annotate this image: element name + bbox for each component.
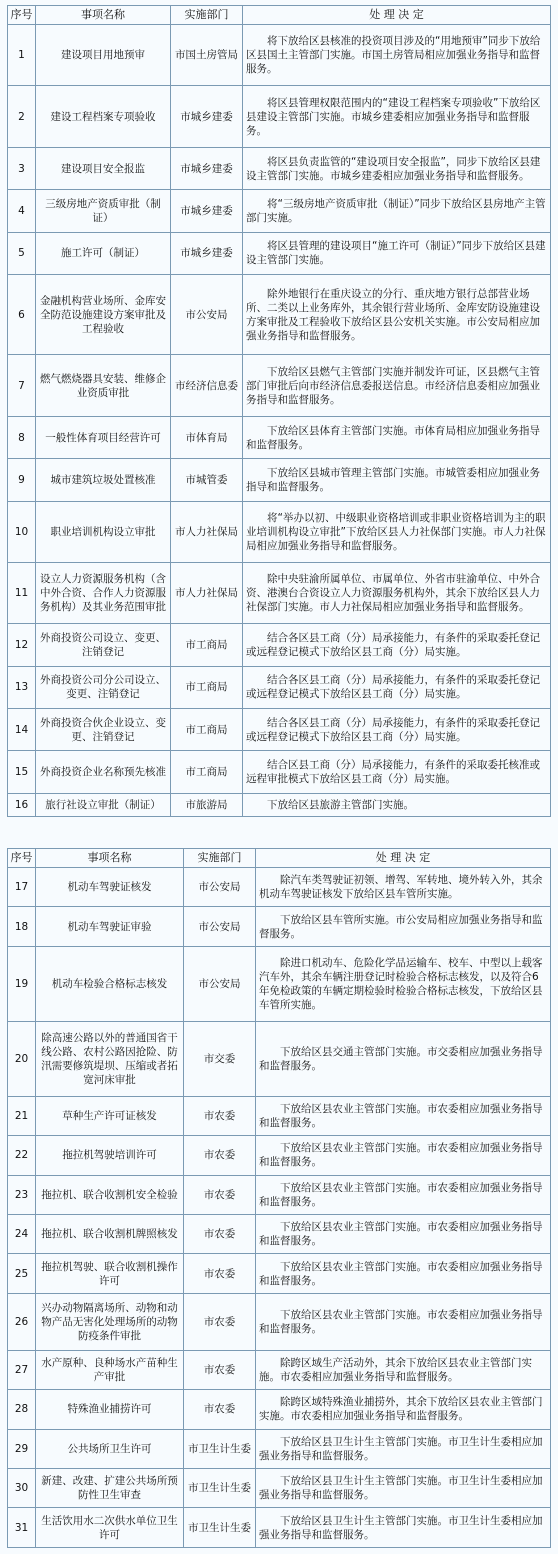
row-decision: 下放给区县农业主管部门实施。市农委相应加强业务指导和监督服务。 <box>256 1214 551 1253</box>
table-row <box>8 1175 551 1214</box>
row-serial: 7 <box>8 355 36 416</box>
row-decision: 下放给区县卫生计生主管部门实施。市卫生计生委相应加强业务指导和监督服务。 <box>256 1508 551 1548</box>
row-department: 市国土房管局 <box>171 25 243 86</box>
row-item-name: 拖拉机驾驶培训许可 <box>36 1136 184 1175</box>
row-serial: 15 <box>8 751 36 793</box>
row-decision: 下放给区县农业主管部门实施。市农委相应加强业务指导和监督服务。 <box>256 1254 551 1293</box>
header-decision: 处 理 决 定 <box>243 6 551 25</box>
table-row <box>8 274 551 355</box>
row-item-name: 机动车驾驶证审验 <box>36 907 184 946</box>
row-decision: 下放给区县农业主管部门实施。市农委相应加强业务指导和监督服务。 <box>256 1293 551 1350</box>
row-department: 市公安局 <box>184 946 256 1021</box>
row-decision: 结合各区县工商（分）局承接能力，有条件的采取委托登记或远程登记模式下放给区县工商（分）局实施。 <box>243 624 551 666</box>
row-department: 市城乡建委 <box>171 86 243 147</box>
table-row <box>8 1429 551 1468</box>
table-row <box>8 86 551 147</box>
row-serial: 18 <box>8 907 36 946</box>
row-department: 市公安局 <box>171 274 243 355</box>
row-decision: 下放给区县农业主管部门实施。市农委相应加强业务指导和监督服务。 <box>256 1136 551 1175</box>
row-decision: 下放给区县交通主管部门实施。市交委相应加强业务指导和监督服务。 <box>256 1021 551 1096</box>
row-decision: 结合各区县工商（分）局承接能力，有条件的采取委托登记或远程登记模式下放给区县工商（分）局实施。 <box>243 666 551 708</box>
row-decision: 将下放给区县核准的投资项目涉及的“用地预审”同步下放给区县国土主管部门实施。市国土房管局相应加强业务指导和监督服务。 <box>243 25 551 86</box>
row-serial: 28 <box>8 1390 36 1429</box>
row-item-name: 外商投资公司设立、变更、注销登记 <box>36 624 171 666</box>
row-decision: 结合区县工商（分）局承接能力，有条件的采取委托核准或远程审批模式下放给区县工商（分）局实施。 <box>243 751 551 793</box>
row-serial: 26 <box>8 1293 36 1350</box>
row-department: 市农委 <box>184 1350 256 1389</box>
table-row <box>8 793 551 816</box>
row-item-name: 金融机构营业场所、金库安全防范设施建设方案审批及工程验收 <box>36 274 171 355</box>
header-item-name: 事项名称 <box>36 849 184 868</box>
table-row <box>8 1214 551 1253</box>
row-department: 市体育局 <box>171 416 243 458</box>
header-serial: 序号 <box>8 849 36 868</box>
row-serial: 21 <box>8 1096 36 1135</box>
row-serial: 25 <box>8 1254 36 1293</box>
row-department: 市卫生计生委 <box>184 1469 256 1508</box>
row-item-name: 三级房地产资质审批（制证） <box>36 190 171 232</box>
row-item-name: 外商投资合伙企业设立、变更、注销登记 <box>36 709 171 751</box>
row-item-name: 机动车检验合格标志核发 <box>36 946 184 1021</box>
row-item-name: 外商投资公司分公司设立、变更、注销登记 <box>36 666 171 708</box>
row-decision: 下放给区县城市管理主管部门实施。市城管委相应加强业务指导和监督服务。 <box>243 459 551 501</box>
row-department: 市工商局 <box>171 709 243 751</box>
row-department: 市经济信息委 <box>171 355 243 416</box>
row-serial: 29 <box>8 1429 36 1468</box>
table-row <box>8 25 551 86</box>
row-item-name: 城市建筑垃圾处置核准 <box>36 459 171 501</box>
header-department: 实施部门 <box>184 849 256 868</box>
row-decision: 下放给区县农业主管部门实施。市农委相应加强业务指导和监督服务。 <box>256 1175 551 1214</box>
row-serial: 11 <box>8 562 36 623</box>
row-serial: 22 <box>8 1136 36 1175</box>
row-serial: 23 <box>8 1175 36 1214</box>
table-row <box>8 190 551 232</box>
table-row <box>8 666 551 708</box>
table-row <box>8 1469 551 1508</box>
row-decision: 下放给区县卫生计生主管部门实施。市卫生计生委相应加强业务指导和监督服务。 <box>256 1469 551 1508</box>
row-item-name: 除高速公路以外的普通国省干线公路、农村公路因抢险、防汛需要修筑堤坝、压缩或者拓宽河床审批 <box>36 1021 184 1096</box>
row-department: 市农委 <box>184 1390 256 1429</box>
row-item-name: 燃气燃烧器具安装、维修企业资质审批 <box>36 355 171 416</box>
row-serial: 13 <box>8 666 36 708</box>
row-decision: 将区县管理的建设项目“施工许可（制证）”同步下放给区县建设主管部门实施。 <box>243 232 551 274</box>
row-decision: 将“三级房地产资质审批（制证）”同步下放给区县房地产主管部门实施。 <box>243 190 551 232</box>
row-item-name: 一般性体育项目经营许可 <box>36 416 171 458</box>
row-item-name: 新建、改建、扩建公共场所预防性卫生审查 <box>36 1469 184 1508</box>
row-decision: 下放给区县旅游主管部门实施。 <box>243 793 551 816</box>
row-item-name: 拖拉机、联合收割机安全检验 <box>36 1175 184 1214</box>
table-row <box>8 355 551 416</box>
row-department: 市农委 <box>184 1136 256 1175</box>
header-item-name: 事项名称 <box>36 6 171 25</box>
table-row <box>8 907 551 946</box>
row-item-name: 设立人力资源服务机构（含中外合资、合作人力资源服务机构）及其业务范围审批 <box>36 562 171 623</box>
header-department: 实施部门 <box>171 6 243 25</box>
row-decision: 除外地银行在重庆设立的分行、重庆地方银行总部营业场所、二类以上业务库外，其余银行营业场所、金库安防设施建设方案审批及工程验收下放给区县公安机关实施。市公安局相应加强业务指导和监督服务。 <box>243 274 551 355</box>
row-department: 市工商局 <box>171 751 243 793</box>
header-decision: 处 理 决 定 <box>256 849 551 868</box>
row-decision: 下放给区县农业主管部门实施。市农委相应加强业务指导和监督服务。 <box>256 1096 551 1135</box>
table-row <box>8 416 551 458</box>
table-row <box>8 147 551 189</box>
row-decision: 下放给区县车管所实施。市公安局相应加强业务指导和监督服务。 <box>256 907 551 946</box>
table-row <box>8 501 551 562</box>
table-row <box>8 1350 551 1389</box>
table-row <box>8 459 551 501</box>
row-serial: 17 <box>8 868 36 907</box>
row-item-name: 施工许可（制证） <box>36 232 171 274</box>
table-row <box>8 1136 551 1175</box>
row-decision: 将区县管理权限范围内的“建设工程档案专项验收”下放给区县建设主管部门实施。市城乡建委相应加强业务指导和监督服务。 <box>243 86 551 147</box>
row-department: 市公安局 <box>184 868 256 907</box>
row-serial: 3 <box>8 147 36 189</box>
row-serial: 19 <box>8 946 36 1021</box>
row-item-name: 建设工程档案专项验收 <box>36 86 171 147</box>
row-serial: 4 <box>8 190 36 232</box>
row-item-name: 兴办动物隔离场所、动物和动物产品无害化处理场所的动物防疫条件审批 <box>36 1293 184 1350</box>
row-decision: 除跨区域特殊渔业捕捞外，其余下放给区县农业主管部门实施。市农委相应加强业务指导和监督服务。 <box>256 1390 551 1429</box>
row-serial: 8 <box>8 416 36 458</box>
row-department: 市卫生计生委 <box>184 1508 256 1548</box>
row-decision: 下放给区县卫生计生主管部门实施。市卫生计生委相应加强业务指导和监督服务。 <box>256 1429 551 1468</box>
table-row <box>8 1390 551 1429</box>
table-row <box>8 1254 551 1293</box>
table-row <box>8 751 551 793</box>
table-row <box>8 624 551 666</box>
row-item-name: 拖拉机驾驶、联合收割机操作许可 <box>36 1254 184 1293</box>
row-department: 市公安局 <box>184 907 256 946</box>
row-serial: 14 <box>8 709 36 751</box>
table-row <box>8 1096 551 1135</box>
row-department: 市城乡建委 <box>171 232 243 274</box>
table-row <box>8 1021 551 1096</box>
row-department: 市人力社保局 <box>171 501 243 562</box>
row-decision: 除汽车类驾驶证初领、增驾、军转地、境外转入外，其余机动车驾驶证核发下放给区县车管所实施。 <box>256 868 551 907</box>
row-department: 市农委 <box>184 1293 256 1350</box>
table-header-row <box>8 6 551 25</box>
row-serial: 2 <box>8 86 36 147</box>
row-department: 市城乡建委 <box>171 190 243 232</box>
row-serial: 5 <box>8 232 36 274</box>
decision-table-part-2 <box>7 848 551 1548</box>
row-department: 市工商局 <box>171 624 243 666</box>
row-item-name: 水产原种、良种场水产苗种生产审批 <box>36 1350 184 1389</box>
row-department: 市农委 <box>184 1214 256 1253</box>
table-row <box>8 562 551 623</box>
row-decision: 将区县负责监管的“建设项目安全报监”，同步下放给区县建设主管部门实施。市城乡建委相应加强业务指导和监督服务。 <box>243 147 551 189</box>
row-department: 市旅游局 <box>171 793 243 816</box>
row-item-name: 外商投资企业名称预先核准 <box>36 751 171 793</box>
row-decision: 结合各区县工商（分）局承接能力，有条件的采取委托登记或远程登记模式下放给区县工商（分）局实施。 <box>243 709 551 751</box>
row-department: 市卫生计生委 <box>184 1429 256 1468</box>
table-row <box>8 868 551 907</box>
row-department: 市农委 <box>184 1254 256 1293</box>
row-department: 市人力社保局 <box>171 562 243 623</box>
row-item-name: 拖拉机、联合收割机牌照核发 <box>36 1214 184 1253</box>
row-decision: 将“举办以初、中级职业资格培训或非职业资格培训为主的职业培训机构设立审批”下放给区县人力社保部门实施。市人力社保局相应加强业务指导和监督服务。 <box>243 501 551 562</box>
row-serial: 20 <box>8 1021 36 1096</box>
row-item-name: 生活饮用水二次供水单位卫生许可 <box>36 1508 184 1548</box>
row-item-name: 旅行社设立审批（制证） <box>36 793 171 816</box>
row-department: 市交委 <box>184 1021 256 1096</box>
row-decision: 下放给区县体育主管部门实施。市体育局相应加强业务指导和监督服务。 <box>243 416 551 458</box>
row-department: 市农委 <box>184 1096 256 1135</box>
row-department: 市城乡建委 <box>171 147 243 189</box>
row-department: 市城管委 <box>171 459 243 501</box>
row-serial: 12 <box>8 624 36 666</box>
row-serial: 16 <box>8 793 36 816</box>
row-serial: 30 <box>8 1469 36 1508</box>
table-row <box>8 1293 551 1350</box>
row-item-name: 机动车驾驶证核发 <box>36 868 184 907</box>
row-item-name: 特殊渔业捕捞许可 <box>36 1390 184 1429</box>
row-serial: 9 <box>8 459 36 501</box>
row-decision: 下放给区县燃气主管部门实施并制发许可证，区县燃气主管部门审批后向市经济信息委报送信息。市经济信息委相应加强业务指导和监督服务。 <box>243 355 551 416</box>
table-row <box>8 1508 551 1548</box>
header-serial: 序号 <box>8 6 36 25</box>
row-serial: 6 <box>8 274 36 355</box>
row-decision: 除跨区域生产活动外，其余下放给区县农业主管部门实施。市农委相应加强业务指导和监督服务。 <box>256 1350 551 1389</box>
row-item-name: 草种生产许可证核发 <box>36 1096 184 1135</box>
table-row <box>8 946 551 1021</box>
row-department: 市工商局 <box>171 666 243 708</box>
row-department: 市农委 <box>184 1175 256 1214</box>
row-serial: 1 <box>8 25 36 86</box>
row-serial: 10 <box>8 501 36 562</box>
row-serial: 27 <box>8 1350 36 1389</box>
row-decision: 除中央驻渝所属单位、市属单位、外省市驻渝单位、中外合资、港澳台合资设立人力资源服务机构外，其余下放给区县人力社保部门实施。市人力社保局相应加强业务指导和监督服务。 <box>243 562 551 623</box>
decision-table-part-1 <box>7 5 551 817</box>
row-item-name: 建设项目安全报监 <box>36 147 171 189</box>
row-serial: 31 <box>8 1508 36 1548</box>
row-item-name: 建设项目用地预审 <box>36 25 171 86</box>
row-item-name: 职业培训机构设立审批 <box>36 501 171 562</box>
row-decision: 除进口机动车、危险化学品运输车、校车、中型以上载客汽车外，其余车辆注册登记时检验合格标志核发，以及符合6年免检政策的车辆定期检验时检验合格标志核发，下放给区县车管所实施。 <box>256 946 551 1021</box>
table-row <box>8 232 551 274</box>
table-header-row <box>8 849 551 868</box>
row-serial: 24 <box>8 1214 36 1253</box>
row-item-name: 公共场所卫生许可 <box>36 1429 184 1468</box>
table-row <box>8 709 551 751</box>
